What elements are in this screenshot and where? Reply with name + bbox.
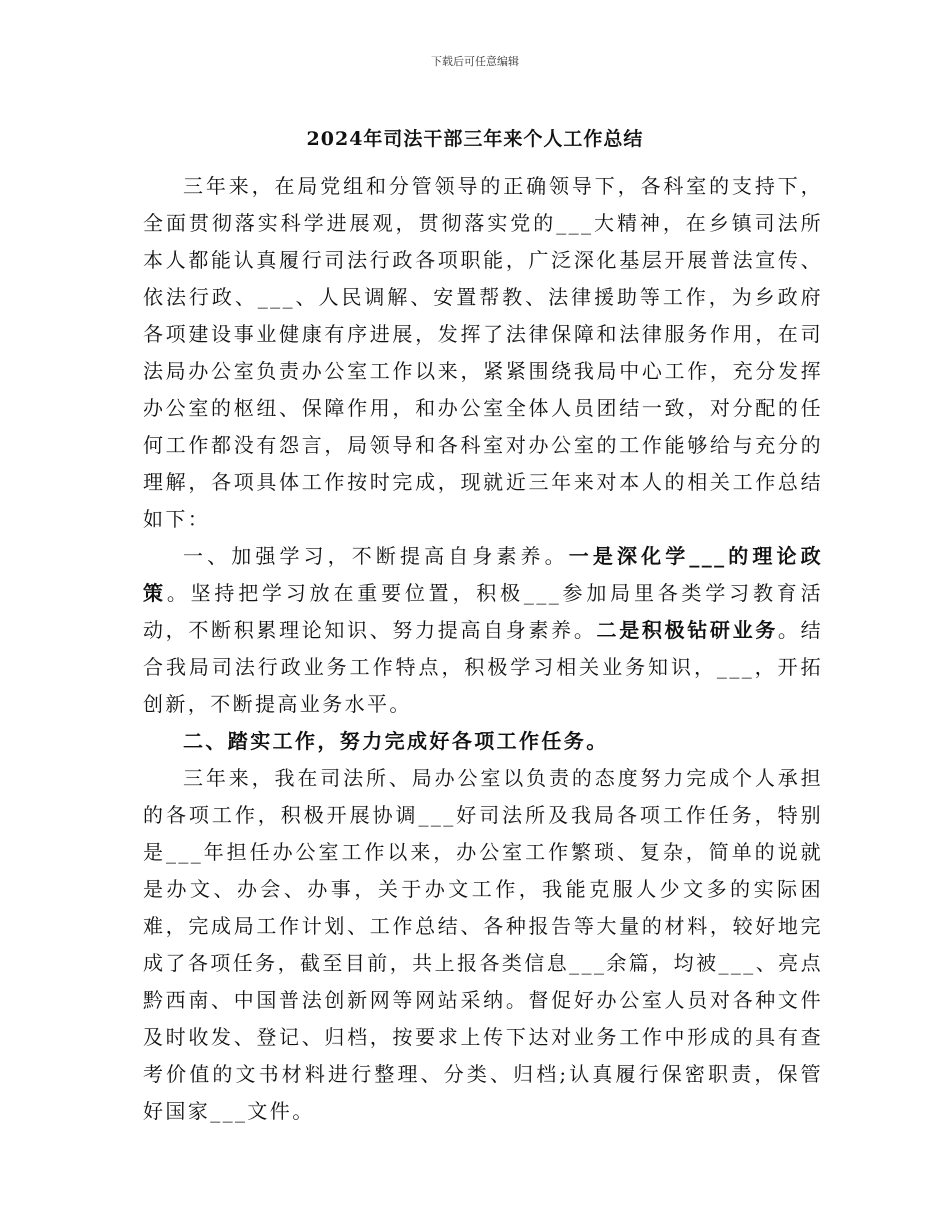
section-heading-work: 二、踏实工作，努力完成好各项工作任务。: [183, 729, 609, 753]
document-title: 2024年司法干部三年来个人工作总结: [306, 128, 644, 150]
header-note: 下载后可任意编辑: [431, 55, 519, 68]
study-point-one: 一是深化学___的理论政策: [143, 544, 823, 605]
document-body: [143, 168, 823, 1130]
study-point-two-detail: 。结合我局司法行政业务工作特点，积极学习相关业务知识，___，开拓创新，不断提高业务水平。: [143, 618, 823, 716]
paragraph-intro: 三年来，在局党组和分管领导的正确领导下，各科室的支持下，全面贯彻落实科学进展观，贯彻落实党的___大精神，在乡镇司法所本人都能认真履行司法行政各项职能，广泛深化基层开展普法宣传、依法行政、___、人民调解、安置帮教、法律援助等工作，为乡政府各项建设事业健康有序进展，发挥了法律保障和法律服务作用，在司法局办公室负责办公室工作以来，紧紧围绕我局中心工作，充分发挥办公室的枢纽、保障作用，和办公室全体人员团结一致，对分配的任何工作都没有怨言，局领导和各科室对办公室的工作能够给与充分的理解，各项具体工作按时完成，现就近三年来对本人的相关工作总结如下：: [143, 174, 823, 531]
paragraph-work: 三年来，我在司法所、局办公室以负责的态度努力完成个人承担的各项工作，积极开展协调___好司法所及我局各项工作任务，特别是___年担任办公室工作以来，办公室工作繁琐、复杂，简单的说就是办文、办会、办事，关于办文工作，我能克服人少文多的实际困难，完成局工作计划、工作总结、各种报告等大量的材料，较好地完成了各项任务，截至目前，共上报各类信息___余篇，均被___、亮点黔西南、中国普法创新网等网站采纳。督促好办公室人员对各种文件及时收发、登记、归档，按要求上传下达对业务工作中形成的具有查考价值的文书材料进行整理、分类、归档;认真履行保密职责，保管好国家___文件。: [143, 766, 823, 1123]
study-point-two: 二是积极钻研业务: [596, 618, 778, 642]
study-point-one-detail: 。坚持把学习放在重要位置，积极___参加局里各类学习教育活动，不断积累理论知识、努力提高自身素养。: [143, 581, 823, 642]
study-heading-text: 一、加强学习，不断提高自身素养。: [183, 544, 569, 568]
paragraph-study: [143, 538, 823, 723]
